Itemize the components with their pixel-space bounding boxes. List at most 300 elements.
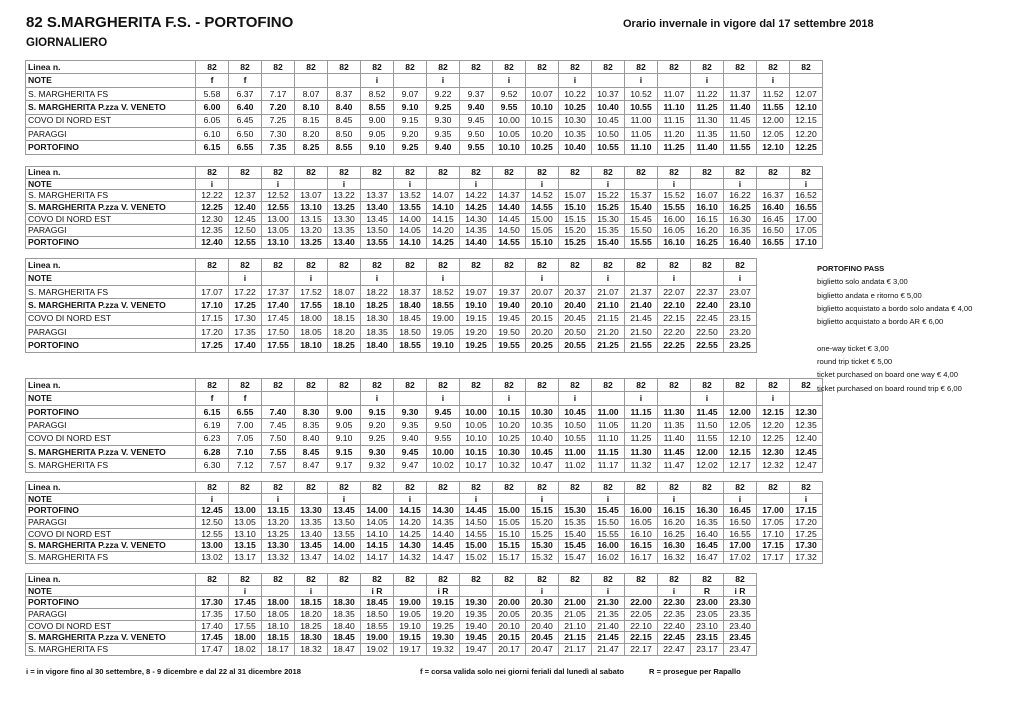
time-cell: 8.52 [361, 87, 394, 100]
time-cell: 20.10 [493, 620, 526, 632]
time-cell: 11.05 [625, 127, 658, 140]
time-cell: 13.15 [229, 540, 262, 552]
time-cell: 22.47 [658, 644, 691, 656]
time-cell: 13.50 [328, 517, 361, 529]
time-cell: 22.17 [625, 644, 658, 656]
note-cell: i [757, 392, 790, 405]
time-cell: 9.52 [493, 87, 526, 100]
time-cell: 19.10 [427, 339, 460, 352]
note-cell [328, 272, 361, 285]
time-cell: 18.22 [361, 285, 394, 298]
time-cell: 17.30 [196, 597, 229, 609]
time-cell: 20.45 [559, 312, 592, 325]
time-cell: 12.22 [196, 190, 229, 202]
time-cell: 9.50 [460, 127, 493, 140]
note-cell [625, 272, 658, 285]
time-cell: 17.55 [262, 339, 295, 352]
stop-name: S. MARGHERITA P.zza V. VENETO [26, 540, 196, 552]
line-number-cell: 82 [493, 259, 526, 272]
note-cell [559, 272, 592, 285]
time-cell: 17.10 [790, 237, 823, 249]
time-cell: 23.07 [724, 285, 757, 298]
line-number-cell: 82 [394, 574, 427, 586]
time-cell: 19.00 [361, 632, 394, 644]
time-cell: 18.50 [394, 325, 427, 338]
time-cell: 10.15 [526, 114, 559, 127]
time-cell: 12.35 [790, 419, 823, 432]
stop-name: PARAGGI [26, 325, 196, 338]
time-cell: 17.52 [295, 285, 328, 298]
row-label: NOTE [26, 585, 196, 597]
time-cell: 17.05 [790, 225, 823, 237]
note-cell [559, 178, 592, 190]
time-cell: 18.10 [328, 299, 361, 312]
time-cell: 14.55 [493, 237, 526, 249]
line-number-cell: 82 [559, 61, 592, 74]
time-cell: 6.55 [229, 141, 262, 154]
time-cell: 9.15 [361, 405, 394, 418]
stop-name: PORTOFINO [26, 405, 196, 418]
line-number-cell: 82 [460, 61, 493, 74]
note-cell [328, 74, 361, 87]
time-cell: 13.10 [262, 237, 295, 249]
time-cell: 10.45 [592, 114, 625, 127]
time-cell: 16.45 [724, 505, 757, 517]
note-cell: i [361, 272, 394, 285]
time-cell: 15.32 [526, 552, 559, 564]
time-cell: 17.10 [757, 528, 790, 540]
time-cell: 17.15 [790, 505, 823, 517]
time-cell: 13.45 [328, 505, 361, 517]
time-cell: 8.50 [328, 127, 361, 140]
time-cell: 8.45 [328, 114, 361, 127]
time-cell: 9.55 [460, 141, 493, 154]
time-cell: 17.30 [790, 540, 823, 552]
line-number-cell: 82 [427, 61, 460, 74]
time-cell: 18.02 [229, 644, 262, 656]
time-cell: 21.10 [592, 299, 625, 312]
time-cell: 8.47 [295, 459, 328, 472]
stop-row [26, 190, 823, 202]
note-cell [229, 178, 262, 190]
time-cell: 20.30 [526, 597, 559, 609]
stop-row [26, 552, 823, 564]
time-cell: 17.10 [196, 299, 229, 312]
time-cell: 21.35 [592, 609, 625, 621]
time-cell: 18.40 [328, 620, 361, 632]
time-cell: 12.55 [196, 528, 229, 540]
time-cell: 10.45 [526, 445, 559, 458]
time-cell: 15.00 [493, 505, 526, 517]
time-cell: 21.00 [559, 597, 592, 609]
time-cell: 15.02 [460, 552, 493, 564]
note-cell: i R [427, 585, 460, 597]
time-cell: 20.45 [526, 632, 559, 644]
pass-price-it: biglietto andata e ritorno € 5,00 [817, 290, 922, 300]
time-cell: 11.30 [658, 405, 691, 418]
note-cell: i [196, 493, 229, 505]
pass-price-it: biglietto acquistato a bordo solo andata € 4,00 [817, 303, 973, 313]
stop-name: PARAGGI [26, 609, 196, 621]
pass-price-it: biglietto acquistato a bordo AR € 6,00 [817, 317, 944, 327]
time-cell: 15.30 [526, 540, 559, 552]
time-cell: 23.10 [691, 620, 724, 632]
line-number-cell: 82 [625, 379, 658, 392]
time-cell: 13.30 [295, 505, 328, 517]
time-cell: 17.45 [262, 312, 295, 325]
time-cell: 7.45 [262, 419, 295, 432]
stop-name: PORTOFINO [26, 597, 196, 609]
note-cell: i [658, 178, 691, 190]
time-cell: 17.22 [229, 285, 262, 298]
time-cell: 12.32 [757, 459, 790, 472]
time-cell: 6.37 [229, 87, 262, 100]
stop-row [26, 644, 757, 656]
time-cell: 19.00 [394, 597, 427, 609]
note-cell [460, 392, 493, 405]
time-cell: 16.05 [658, 225, 691, 237]
note-cell [559, 493, 592, 505]
time-cell: 22.05 [625, 609, 658, 621]
time-cell: 13.35 [295, 517, 328, 529]
time-cell: 7.50 [262, 432, 295, 445]
time-cell: 10.35 [526, 419, 559, 432]
note-cell [262, 74, 295, 87]
time-cell: 22.15 [658, 312, 691, 325]
time-cell: 10.50 [559, 419, 592, 432]
line-number-cell: 82 [361, 574, 394, 586]
pass-price-en: ticket purchased on board one way € 4,00 [817, 370, 958, 380]
time-cell: 9.45 [460, 114, 493, 127]
note-cell: i R [361, 585, 394, 597]
line-number-cell: 82 [724, 482, 757, 494]
time-cell: 6.15 [196, 141, 229, 154]
time-cell: 9.00 [361, 114, 394, 127]
line-number-cell: 82 [691, 61, 724, 74]
time-cell: 9.25 [427, 101, 460, 114]
time-cell: 17.32 [790, 552, 823, 564]
note-cell [625, 178, 658, 190]
time-cell: 11.10 [658, 101, 691, 114]
note-cell: i [295, 585, 328, 597]
note-cell [295, 74, 328, 87]
time-cell: 11.35 [658, 419, 691, 432]
line-number-cell: 82 [196, 167, 229, 179]
line-number-cell: 82 [493, 167, 526, 179]
time-cell: 15.10 [526, 237, 559, 249]
note-cell: i [427, 392, 460, 405]
time-cell: 10.40 [559, 141, 592, 154]
time-cell: 14.32 [394, 552, 427, 564]
timetable-outbound-afternoon [25, 166, 823, 249]
time-cell: 8.55 [361, 101, 394, 114]
line-number-cell: 82 [262, 167, 295, 179]
note-cell: i [658, 272, 691, 285]
line-number-cell: 82 [460, 259, 493, 272]
line-number-cell: 82 [229, 482, 262, 494]
stop-row [26, 419, 823, 432]
row-label: Linea n. [26, 259, 196, 272]
time-cell: 15.25 [592, 202, 625, 214]
time-cell: 13.00 [229, 505, 262, 517]
time-cell: 15.00 [526, 213, 559, 225]
time-cell: 16.20 [658, 517, 691, 529]
time-cell: 13.45 [361, 213, 394, 225]
time-cell: 22.07 [658, 285, 691, 298]
time-cell: 19.25 [460, 339, 493, 352]
time-cell: 12.40 [229, 202, 262, 214]
time-cell: 21.50 [625, 325, 658, 338]
line-number-row [26, 574, 757, 586]
stop-name: S. MARGHERITA FS [26, 285, 196, 298]
time-cell: 10.52 [625, 87, 658, 100]
line-number-cell: 82 [691, 167, 724, 179]
time-cell: 15.45 [559, 540, 592, 552]
time-cell: 18.17 [262, 644, 295, 656]
time-cell: 13.55 [361, 237, 394, 249]
time-cell: 12.02 [691, 459, 724, 472]
time-cell: 11.35 [691, 127, 724, 140]
stop-name: COVO DI NORD EST [26, 312, 196, 325]
time-cell: 11.40 [658, 432, 691, 445]
time-cell: 13.22 [328, 190, 361, 202]
line-number-cell: 82 [559, 259, 592, 272]
line-number-cell: 82 [592, 482, 625, 494]
time-cell: 16.15 [691, 213, 724, 225]
time-cell: 11.15 [625, 405, 658, 418]
time-cell: 23.25 [724, 339, 757, 352]
time-cell: 15.25 [559, 237, 592, 249]
line-number-cell: 82 [526, 379, 559, 392]
time-cell: 8.10 [295, 101, 328, 114]
note-cell: i [724, 272, 757, 285]
time-cell: 14.50 [460, 517, 493, 529]
time-cell: 17.15 [196, 312, 229, 325]
time-cell: 12.00 [757, 114, 790, 127]
stop-row [26, 101, 823, 114]
time-cell: 15.20 [559, 225, 592, 237]
time-cell: 19.55 [493, 339, 526, 352]
note-cell: i [460, 178, 493, 190]
time-cell: 5.58 [196, 87, 229, 100]
time-cell: 23.15 [724, 312, 757, 325]
time-cell: 9.47 [394, 459, 427, 472]
line-number-cell: 82 [658, 167, 691, 179]
time-cell: 11.10 [625, 141, 658, 154]
stop-name: PORTOFINO [26, 141, 196, 154]
note-cell [493, 585, 526, 597]
stop-name: S. MARGHERITA FS [26, 644, 196, 656]
time-cell: 15.52 [658, 190, 691, 202]
time-cell: 14.22 [460, 190, 493, 202]
time-cell: 9.05 [328, 419, 361, 432]
time-cell: 19.45 [493, 312, 526, 325]
note-cell: i [691, 392, 724, 405]
time-cell: 22.40 [658, 620, 691, 632]
time-cell: 13.52 [394, 190, 427, 202]
line-number-cell: 82 [493, 574, 526, 586]
time-cell: 17.25 [790, 528, 823, 540]
validity-notice: Orario invernale in vigore dal 17 settembre 2018 [623, 18, 874, 30]
time-cell: 18.10 [295, 339, 328, 352]
stop-name: COVO DI NORD EST [26, 620, 196, 632]
line-number-cell: 82 [724, 574, 757, 586]
note-cell: i R [724, 585, 757, 597]
time-cell: 18.30 [328, 597, 361, 609]
time-cell: 12.40 [196, 237, 229, 249]
time-cell: 18.00 [262, 597, 295, 609]
stop-row [26, 87, 823, 100]
time-cell: 11.52 [757, 87, 790, 100]
note-cell [526, 392, 559, 405]
time-cell: 14.25 [427, 237, 460, 249]
time-cell: 9.40 [394, 432, 427, 445]
time-cell: 18.35 [328, 609, 361, 621]
time-cell: 20.55 [559, 339, 592, 352]
stop-row [26, 459, 823, 472]
note-cell: i [790, 493, 823, 505]
stop-row [26, 432, 823, 445]
note-cell: i [427, 74, 460, 87]
time-cell: 20.47 [526, 644, 559, 656]
note-cell [625, 585, 658, 597]
note-cell: R [691, 585, 724, 597]
note-cell: i [526, 178, 559, 190]
time-cell: 8.37 [328, 87, 361, 100]
time-cell: 19.30 [460, 597, 493, 609]
time-cell: 16.20 [691, 225, 724, 237]
time-cell: 21.40 [625, 299, 658, 312]
time-cell: 14.05 [394, 225, 427, 237]
time-cell: 9.05 [361, 127, 394, 140]
timetable-outbound-morning [25, 60, 823, 155]
line-number-cell: 82 [592, 167, 625, 179]
time-cell: 9.15 [328, 445, 361, 458]
time-cell: 23.40 [724, 620, 757, 632]
note-cell [295, 178, 328, 190]
time-cell: 19.15 [460, 312, 493, 325]
time-cell: 23.45 [724, 632, 757, 644]
time-cell: 16.10 [625, 528, 658, 540]
time-cell: 18.05 [262, 609, 295, 621]
note-cell: i [658, 493, 691, 505]
note-cell [295, 493, 328, 505]
time-cell: 15.40 [592, 237, 625, 249]
time-cell: 12.10 [757, 141, 790, 154]
time-cell: 6.05 [196, 114, 229, 127]
time-cell: 18.20 [295, 609, 328, 621]
time-cell: 18.00 [295, 312, 328, 325]
spacer [817, 328, 972, 341]
time-cell: 16.00 [592, 540, 625, 552]
time-cell: 13.50 [361, 225, 394, 237]
time-cell: 15.15 [493, 540, 526, 552]
stop-row [26, 202, 823, 214]
note-cell [328, 585, 361, 597]
time-cell: 15.55 [592, 528, 625, 540]
line-number-cell: 82 [427, 167, 460, 179]
time-cell: 13.00 [196, 540, 229, 552]
time-cell: 12.15 [757, 405, 790, 418]
note-cell [394, 74, 427, 87]
time-cell: 12.25 [757, 432, 790, 445]
time-cell: 14.00 [361, 505, 394, 517]
time-cell: 22.50 [691, 325, 724, 338]
time-cell: 7.25 [262, 114, 295, 127]
time-cell: 7.35 [262, 141, 295, 154]
time-cell: 15.22 [592, 190, 625, 202]
time-cell: 17.02 [724, 552, 757, 564]
time-cell: 22.55 [691, 339, 724, 352]
note-cell [295, 392, 328, 405]
stop-row [26, 528, 823, 540]
line-number-cell: 82 [427, 259, 460, 272]
row-label: Linea n. [26, 167, 196, 179]
time-cell: 13.10 [295, 202, 328, 214]
line-number-cell: 82 [559, 379, 592, 392]
note-cell [790, 74, 823, 87]
time-cell: 13.40 [361, 202, 394, 214]
line-number-row [26, 482, 823, 494]
time-cell: 20.07 [526, 285, 559, 298]
note-cell: i [229, 272, 262, 285]
time-cell: 9.32 [361, 459, 394, 472]
line-number-cell: 82 [328, 574, 361, 586]
time-cell: 9.50 [427, 419, 460, 432]
time-cell: 12.05 [757, 127, 790, 140]
time-cell: 17.35 [196, 609, 229, 621]
time-cell: 7.12 [229, 459, 262, 472]
time-cell: 12.15 [724, 445, 757, 458]
time-cell: 9.40 [460, 101, 493, 114]
stop-name: S. MARGHERITA P.zza V. VENETO [26, 202, 196, 214]
note-cell [460, 74, 493, 87]
time-cell: 13.05 [262, 225, 295, 237]
time-cell: 16.17 [625, 552, 658, 564]
time-cell: 12.20 [757, 419, 790, 432]
time-cell: 10.55 [559, 432, 592, 445]
note-cell: f [196, 392, 229, 405]
time-cell: 17.00 [724, 540, 757, 552]
time-cell: 15.50 [592, 517, 625, 529]
stop-name: S. MARGHERITA P.zza V. VENETO [26, 445, 196, 458]
note-cell: i [229, 585, 262, 597]
line-number-cell: 82 [658, 259, 691, 272]
line-number-cell: 82 [724, 61, 757, 74]
timetable-outbound-evening [25, 258, 757, 353]
time-cell: 15.50 [625, 225, 658, 237]
time-cell: 11.50 [691, 419, 724, 432]
time-cell: 9.00 [328, 405, 361, 418]
time-cell: 17.30 [229, 312, 262, 325]
time-cell: 14.17 [361, 552, 394, 564]
time-cell: 18.40 [394, 299, 427, 312]
time-cell: 14.35 [460, 225, 493, 237]
time-cell: 11.15 [592, 445, 625, 458]
time-cell: 14.30 [460, 213, 493, 225]
row-label: Linea n. [26, 482, 196, 494]
time-cell: 11.22 [691, 87, 724, 100]
stop-row [26, 213, 823, 225]
note-cell: i [592, 272, 625, 285]
time-cell: 13.00 [262, 213, 295, 225]
time-cell: 16.07 [691, 190, 724, 202]
note-cell [262, 272, 295, 285]
time-cell: 17.25 [196, 339, 229, 352]
time-cell: 12.45 [196, 505, 229, 517]
time-cell: 19.37 [493, 285, 526, 298]
time-cell: 12.30 [196, 213, 229, 225]
